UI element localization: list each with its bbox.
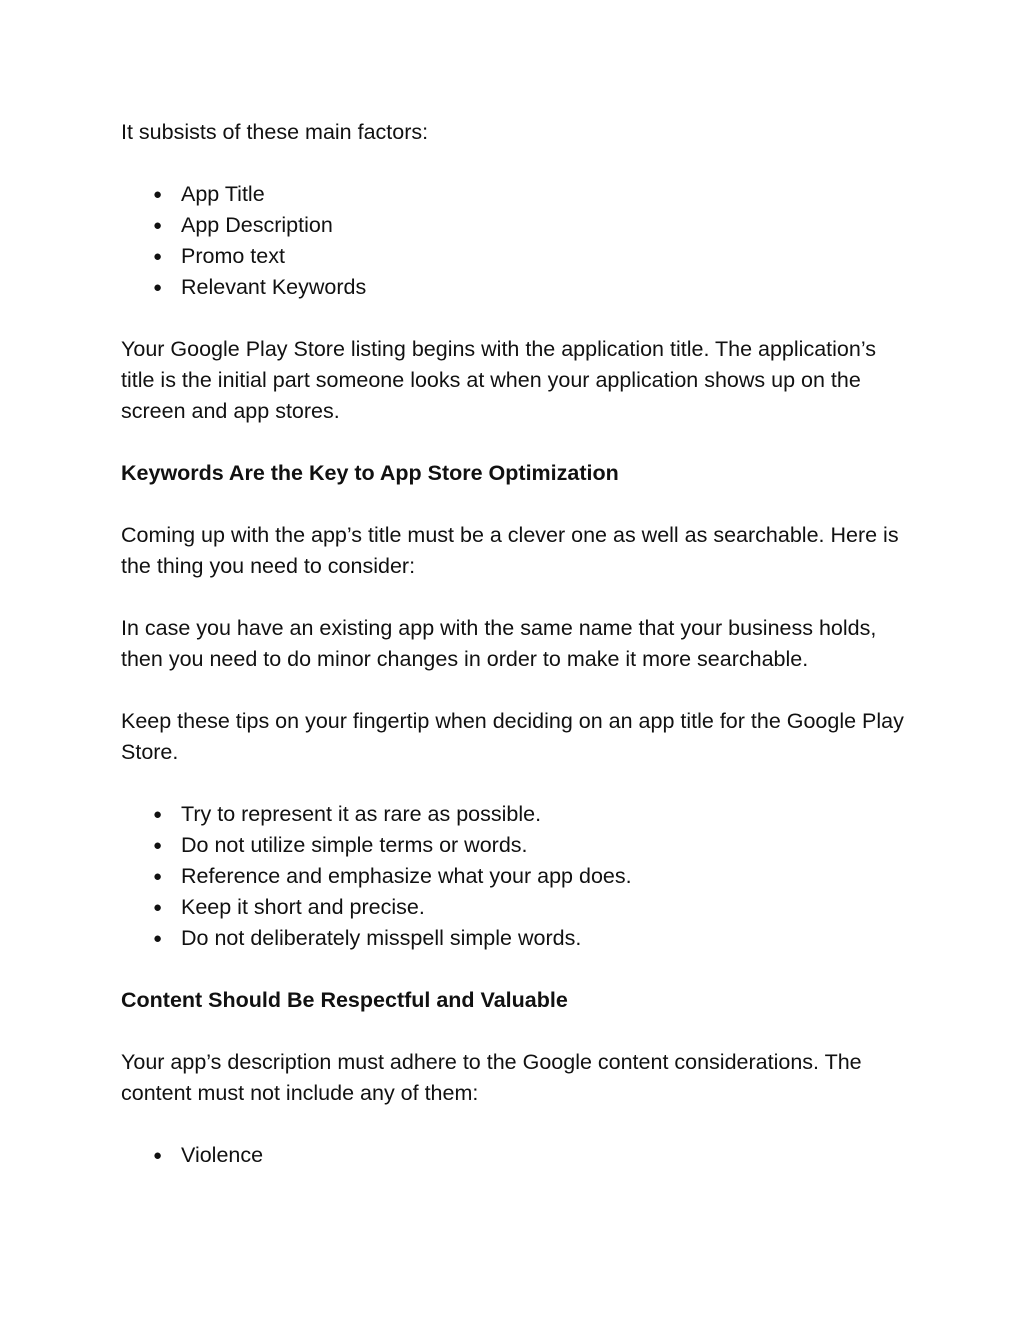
description-paragraph: Your app’s description must adhere to the Google content considerations. The content must not include any of them: xyxy=(121,1050,862,1105)
existing-app-paragraph: In case you have an existing app with the same name that your business holds, then you need to do minor changes in order to make it more searchable. xyxy=(121,616,877,671)
list-item-text: Do not utilize simple terms or words. xyxy=(181,833,528,857)
factors-list xyxy=(121,179,911,303)
list-item-text: Keep it short and precise. xyxy=(181,895,425,919)
list-item-text: App Description xyxy=(181,213,333,237)
list-item-text: App Title xyxy=(181,182,265,206)
listing-paragraph: Your Google Play Store listing begins with the application title. The application’s title is the initial part someone looks at when your application shows up on the screen and app stores. xyxy=(121,337,876,423)
list-item xyxy=(121,861,911,892)
list-item-text: Promo text xyxy=(181,244,285,268)
tips-paragraph: Keep these tips on your fingertip when deciding on an app title for the Google Play Store. xyxy=(121,709,904,764)
bullet-icon: ● xyxy=(153,1147,163,1164)
restricted-list xyxy=(121,1140,911,1171)
document-page xyxy=(121,117,911,1171)
list-item xyxy=(121,1140,911,1171)
bullet-icon: ● xyxy=(153,186,163,203)
bullet-icon: ● xyxy=(153,806,163,823)
list-item xyxy=(121,799,911,830)
tips-list xyxy=(121,799,911,954)
keywords-heading: Keywords Are the Key to App Store Optimization xyxy=(121,461,619,485)
list-item xyxy=(121,272,911,303)
list-item xyxy=(121,830,911,861)
list-item xyxy=(121,923,911,954)
list-item xyxy=(121,179,911,210)
bullet-icon: ● xyxy=(153,248,163,265)
list-item xyxy=(121,241,911,272)
title-paragraph: Coming up with the app’s title must be a clever one as well as searchable. Here is the thing you need to consider: xyxy=(121,523,899,578)
list-item-text: Reference and emphasize what your app does. xyxy=(181,864,632,888)
list-item-text: Do not deliberately misspell simple words. xyxy=(181,926,582,950)
bullet-icon: ● xyxy=(153,899,163,916)
list-item-text: Relevant Keywords xyxy=(181,275,367,299)
bullet-icon: ● xyxy=(153,217,163,234)
list-item xyxy=(121,892,911,923)
list-item-text: Violence xyxy=(181,1143,264,1167)
list-item-text: Try to represent it as rare as possible. xyxy=(181,802,542,826)
content-heading: Content Should Be Respectful and Valuable xyxy=(121,988,568,1012)
bullet-icon: ● xyxy=(153,837,163,854)
bullet-icon: ● xyxy=(153,868,163,885)
bullet-icon: ● xyxy=(153,930,163,947)
intro-paragraph: It subsists of these main factors: xyxy=(121,120,429,144)
list-item xyxy=(121,210,911,241)
bullet-icon: ● xyxy=(153,279,163,296)
